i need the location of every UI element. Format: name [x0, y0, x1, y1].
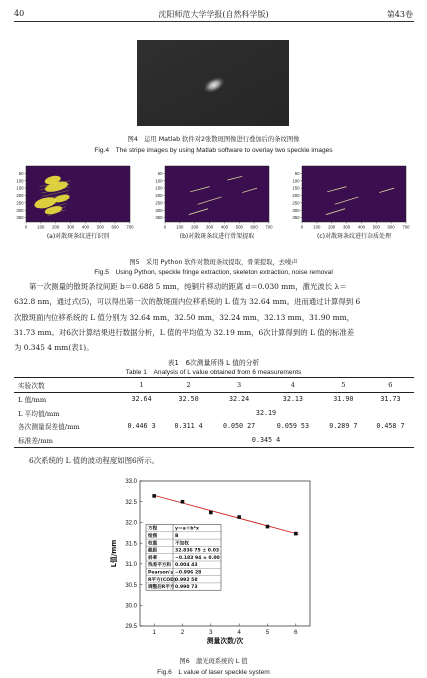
data-point: [294, 532, 298, 536]
table-header-row: [14, 378, 414, 392]
body-line: 632.8 nm，通过式(5)，可以得出第一次的散斑面内位移系统的 L 值为 32.64 mm。进而通过计算得到 6: [14, 297, 361, 307]
fit-table-value: B: [175, 534, 179, 539]
x-tick-label: 600: [111, 224, 119, 230]
fit-table-key: 残差平方和: [148, 563, 171, 569]
fit-table-value: 0.992 58: [175, 577, 198, 583]
x-tick-label: 100: [37, 224, 45, 230]
x-tick-label: 0: [24, 224, 28, 230]
x-tick-label: 200: [52, 224, 60, 230]
x-tick-label: 100: [176, 224, 184, 230]
fig5-panel-1: [16, 166, 134, 240]
y-tick-label: 31.0: [125, 562, 137, 569]
fit-table-key: Pearson's: [148, 570, 174, 576]
body-line: 31.73 mm。对6次计算结果进行数据分析，L 值的平均值为 32.19 mm，6次计算得到的 L 值的标准差: [14, 327, 355, 337]
y-tick-label: 200: [155, 193, 163, 199]
fit-table-key: R平方(COD): [148, 577, 177, 583]
table-cell: 0.446 3: [127, 422, 156, 431]
journal-title: 沈阳师范大学学报(自然科学版): [158, 10, 269, 19]
fit-table-value: −0.996 28: [175, 570, 202, 576]
table-cell: 32.24: [228, 395, 250, 404]
fig4-caption-cn: 图4 运用 Matlab 软件对2张散斑图像进行叠加后的条纹图像: [127, 136, 300, 143]
data-point: [237, 515, 241, 519]
table-row: [14, 392, 414, 406]
fit-table-value: 0.990 73: [175, 585, 198, 591]
fit-table-value: 32.836 75 ± 0.03: [175, 548, 220, 554]
y-tick-label: 150: [155, 185, 163, 191]
fig6-caption-cn: 图6 激光斑系统的 L 值: [179, 658, 248, 665]
x-tick-label: 2: [180, 630, 185, 636]
y-tick-label: 50: [18, 170, 24, 176]
y-tick-label: 350: [16, 215, 24, 221]
fit-stats-table: [146, 525, 221, 591]
y-tick-label: 32.5: [125, 499, 137, 506]
panel-background: [26, 166, 130, 222]
x-tick-label: 700: [265, 224, 273, 230]
volume-label: 第43卷: [386, 10, 413, 19]
table-header-cell: 5: [341, 380, 346, 389]
fig6-chart: [110, 473, 320, 653]
y-tick-label: 300: [16, 207, 24, 213]
y-tick-label: 100: [16, 178, 24, 184]
table-cell: 32.64: [131, 395, 152, 404]
x-tick-label: 6: [294, 630, 298, 636]
table-cell: 32.50: [178, 395, 199, 404]
x-tick-label: 4: [237, 630, 241, 636]
table-cell: 31.73: [380, 395, 401, 404]
table-header-cell: 实验次数: [18, 381, 45, 390]
panel-label: (a)对散斑条纹进行识别: [46, 233, 110, 240]
table-cell: 0.458 7: [376, 422, 405, 431]
y-tick-label: 100: [155, 178, 163, 184]
table-cell: 0.050 27: [222, 422, 256, 431]
x-tick-label: 200: [191, 224, 199, 230]
table-header-cell: 1: [139, 380, 144, 389]
fig6-caption-en: Fig.6 L value of laser speckle system: [157, 669, 270, 676]
x-tick-label: 0: [163, 224, 167, 230]
panel-background: [302, 166, 406, 222]
header-rule: [14, 21, 414, 22]
table-row: [14, 433, 414, 447]
fig4-image: [137, 40, 289, 126]
x-tick-label: 0: [300, 224, 304, 230]
x-tick-label: 700: [402, 224, 410, 230]
table-cell: 0.311 4: [174, 422, 203, 431]
fit-table-key: 截距: [148, 548, 158, 554]
row-label: L 平均值/mm: [18, 409, 60, 418]
x-tick-label: 600: [387, 224, 395, 230]
y-tick-label: 200: [16, 193, 24, 199]
y-tick-label: 150: [292, 185, 300, 191]
x-tick-label: 500: [96, 224, 104, 230]
y-tick-label: 50: [294, 170, 300, 176]
page-number: 40: [14, 9, 25, 18]
x-tick-label: 500: [372, 224, 380, 230]
fit-table-key: 斜率: [148, 555, 158, 561]
y-tick-label: 29.5: [125, 624, 137, 631]
y-tick-label: 32.0: [125, 520, 137, 527]
data-point: [266, 525, 270, 529]
y-tick-label: 30.0: [125, 603, 137, 610]
fig4-caption-en: Fig.4 The stripe images by using Matlab software to overlay two speckle images: [94, 147, 333, 154]
panel-background: [165, 166, 269, 222]
table1-title-cn: 表1 6次测量所得 L 值的分析: [167, 359, 260, 367]
fit-table-key: 权重: [148, 541, 158, 547]
x-axis-label: 测量次数/次: [206, 637, 244, 645]
y-tick-label: 350: [292, 215, 300, 221]
table-header-cell: 6: [388, 380, 393, 389]
body-paragraph-1: [14, 279, 414, 355]
table-cell: 0.345 4: [251, 435, 281, 444]
y-tick-label: 150: [16, 185, 24, 191]
y-tick-label: 250: [16, 200, 24, 206]
x-tick-label: 5: [265, 630, 270, 636]
y-tick-label: 31.5: [125, 541, 137, 548]
body-paragraph-2: 6次系统的 L 值的波动程度如图6所示。: [29, 456, 159, 465]
data-point: [181, 500, 185, 504]
table-header-cell: 3: [236, 380, 242, 389]
table-header-cell: 2: [186, 380, 191, 389]
body-line: 为 0.345 4 mm(表1)。: [14, 343, 94, 353]
y-tick-label: 50: [157, 170, 163, 176]
fig5-caption-cn: 图5 采用 Python 软件对散斑条纹提取，骨架提取，去噪声: [129, 259, 298, 266]
fit-table-value: y＝a＋b*x: [175, 526, 199, 532]
table-header-cell: 4: [290, 380, 295, 389]
x-tick-label: 1: [152, 630, 156, 636]
y-tick-label: 350: [155, 215, 163, 221]
y-tick-label: 300: [292, 207, 300, 213]
x-tick-label: 300: [66, 224, 75, 230]
x-tick-label: 600: [250, 224, 258, 230]
table-cell: 32.19: [255, 408, 277, 417]
fit-table-value: 不加权: [175, 541, 189, 547]
table1: [14, 377, 414, 448]
table1-title-en: Table 1 Analysis of L value obtained from 6 measurements: [125, 369, 302, 376]
body-line: 次散斑面内位移系统的 L 值分别为 32.64 mm，32.50 mm，32.24 mm，32.13 mm，31.90 mm，: [14, 312, 354, 322]
y-tick-label: 33.0: [125, 479, 137, 486]
x-tick-label: 700: [126, 224, 134, 230]
table-cell: 0.289 7: [329, 422, 358, 431]
x-tick-label: 200: [328, 224, 336, 230]
fig5-panel-2: [155, 166, 273, 240]
y-tick-label: 200: [292, 193, 300, 199]
fit-table-key: 绘图: [148, 534, 158, 539]
y-tick-label: 30.5: [125, 582, 137, 589]
y-tick-label: 100: [292, 178, 300, 184]
table-row: [14, 420, 414, 434]
y-tick-label: 300: [155, 207, 163, 213]
body-line: 第一次测量的散斑条纹间距 b＝0.688 5 mm，纯铜片移动的距离 d＝0.030 mm，激光波长 λ＝: [29, 282, 347, 291]
x-tick-label: 400: [81, 224, 90, 230]
x-tick-label: 400: [357, 224, 366, 230]
x-tick-label: 300: [205, 224, 214, 230]
row-label: 各次测量误差值/mm: [18, 423, 80, 432]
fit-table-key: 调整后R平方: [148, 585, 175, 591]
data-point: [209, 511, 213, 515]
row-label: 标准差/mm: [18, 436, 53, 445]
data-point: [152, 494, 156, 498]
y-tick-label: 250: [155, 200, 163, 206]
table-cell: 32.13: [282, 395, 303, 404]
fig5-caption-en: Fig.5 Using Python, speckle fringe extraction, skeleton extraction, noise removal: [94, 269, 333, 276]
fit-table-value: 0.004 43: [175, 563, 198, 569]
fig5-panel-3: [292, 166, 410, 240]
y-axis-label: L值/mm: [110, 539, 118, 568]
panel-label: (c)对散斑条纹进行杂质处理: [317, 233, 391, 240]
x-tick-label: 500: [235, 224, 243, 230]
row-label: L 值/mm: [18, 396, 47, 405]
fit-table-key: 方程: [148, 526, 158, 532]
fit-table-value: −0.183 94 ± 0.00: [175, 555, 220, 561]
y-tick-label: 250: [292, 200, 300, 206]
table-cell: 31.90: [333, 395, 354, 404]
x-tick-label: 100: [313, 224, 321, 230]
x-tick-label: 400: [220, 224, 229, 230]
table-cell: 0.059 53: [276, 422, 309, 431]
fig5-panels: [10, 160, 420, 244]
x-tick-label: 3: [209, 630, 213, 636]
x-tick-label: 300: [342, 224, 351, 230]
table-row: [14, 406, 414, 420]
panel-label: (b)对散斑条纹进行骨架提取: [179, 233, 255, 240]
